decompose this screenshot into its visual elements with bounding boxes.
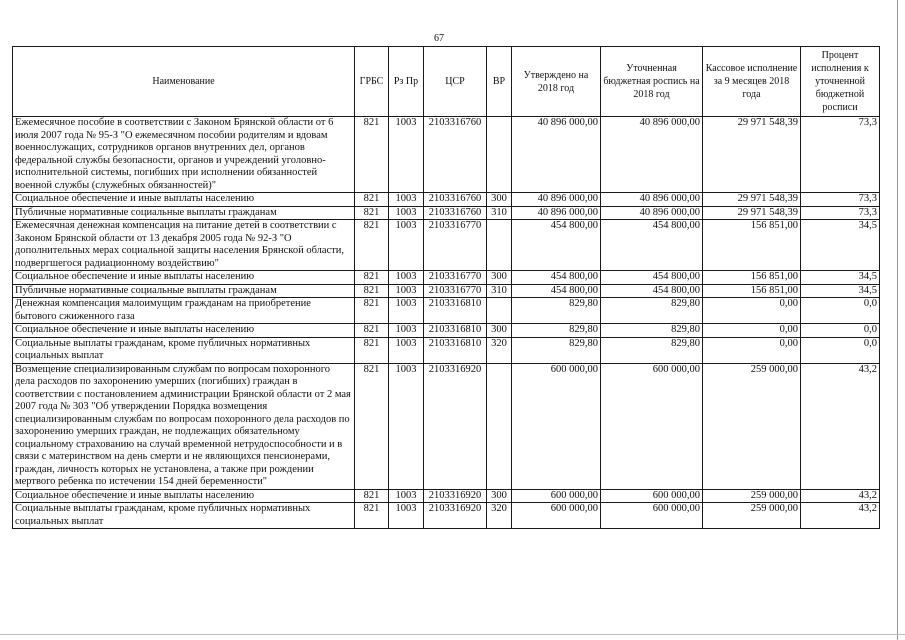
cell-rzpr: 1003: [389, 271, 424, 285]
table-row: [13, 117, 880, 193]
cell-name: Социальное обеспечение и иные выплаты населению: [13, 324, 355, 338]
cell-refined: 600 000,00: [601, 489, 703, 503]
cell-cash: 156 851,00: [703, 284, 801, 298]
cell-percent: 43,2: [801, 363, 880, 489]
table-row: [13, 489, 880, 503]
cell-refined: 40 896 000,00: [601, 206, 703, 220]
page-edge-bottom: [0, 634, 905, 635]
cell-csr: 2103316760: [424, 206, 487, 220]
cell-refined: 600 000,00: [601, 503, 703, 529]
cell-percent: 0,0: [801, 337, 880, 363]
table-row: [13, 206, 880, 220]
cell-vr: [487, 298, 512, 324]
cell-rzpr: 1003: [389, 220, 424, 271]
cell-grbs: 821: [355, 324, 389, 338]
cell-csr: 2103316770: [424, 220, 487, 271]
cell-vr: 300: [487, 324, 512, 338]
cell-grbs: 821: [355, 503, 389, 529]
page-edge-right: [897, 0, 898, 640]
table-header-row: [13, 47, 880, 117]
header-rzpr: Рз Пр: [389, 47, 424, 117]
cell-vr: 300: [487, 271, 512, 285]
cell-rzpr: 1003: [389, 206, 424, 220]
cell-name: Социальное обеспечение и иные выплаты населению: [13, 271, 355, 285]
header-approved: Утверждено на 2018 год: [512, 47, 601, 117]
header-refined: Уточненная бюджетная роспись на 2018 год: [601, 47, 703, 117]
cell-name: Публичные нормативные социальные выплаты гражданам: [13, 206, 355, 220]
cell-csr: 2103316770: [424, 284, 487, 298]
cell-grbs: 821: [355, 489, 389, 503]
cell-csr: 2103316760: [424, 193, 487, 207]
header-grbs: ГРБС: [355, 47, 389, 117]
header-name: Наименование: [13, 47, 355, 117]
cell-name: Ежемесячная денежная компенсация на питание детей в соответствии с Законом Брянской области от 13 декабря 2005 года № 92-З "О дополнительных мерах социальной защиты населения Брянской области, подвергшегося радиационному воздействию": [13, 220, 355, 271]
cell-csr: 2103316920: [424, 489, 487, 503]
header-vr: ВР: [487, 47, 512, 117]
cell-cash: 259 000,00: [703, 489, 801, 503]
cell-refined: 40 896 000,00: [601, 117, 703, 193]
table-row: [13, 363, 880, 489]
table-row: [13, 503, 880, 529]
cell-grbs: 821: [355, 117, 389, 193]
table-row: [13, 337, 880, 363]
cell-name: Денежная компенсация малоимущим гражданам на приобретение бытового сжиженного газа: [13, 298, 355, 324]
table-row: [13, 298, 880, 324]
cell-csr: 2103316920: [424, 503, 487, 529]
cell-cash: 29 971 548,39: [703, 193, 801, 207]
cell-grbs: 821: [355, 363, 389, 489]
cell-csr: 2103316770: [424, 271, 487, 285]
cell-vr: 320: [487, 337, 512, 363]
header-percent: Процент исполнения к уточненной бюджетной росписи: [801, 47, 880, 117]
cell-cash: 0,00: [703, 337, 801, 363]
cell-vr: [487, 117, 512, 193]
cell-grbs: 821: [355, 206, 389, 220]
cell-approved: 40 896 000,00: [512, 206, 601, 220]
cell-percent: 34,5: [801, 220, 880, 271]
cell-name: Публичные нормативные социальные выплаты гражданам: [13, 284, 355, 298]
cell-name: Возмещение специализированным службам по вопросам похоронного дела расходов по захоронению умерших (погибших) граждан в соответствии с постановлением администрации Брянской области от 2 мая 2007 года № 303 "Об утверждении Порядка возмещения специализированным службам по вопросам похоронного дела расходов по захоронению умерших граждан, не подлежащих обязательному социальному страхованию на случай временной нетрудоспособности и в связи с материнством на день смерти и не являющихся пенсионерами, граждан, личность которых не установлена, а также при рождении мертвого ребенка по истечении 154 дней беременности": [13, 363, 355, 489]
cell-rzpr: 1003: [389, 503, 424, 529]
cell-grbs: 821: [355, 284, 389, 298]
cell-rzpr: 1003: [389, 193, 424, 207]
cell-vr: 310: [487, 284, 512, 298]
cell-grbs: 821: [355, 337, 389, 363]
cell-name: Социальные выплаты гражданам, кроме публичных нормативных социальных выплат: [13, 337, 355, 363]
cell-refined: 454 800,00: [601, 271, 703, 285]
cell-approved: 829,80: [512, 337, 601, 363]
cell-percent: 73,3: [801, 193, 880, 207]
header-csr: ЦСР: [424, 47, 487, 117]
table-body: [13, 117, 880, 529]
cell-cash: 259 000,00: [703, 503, 801, 529]
cell-vr: [487, 220, 512, 271]
cell-percent: 73,3: [801, 206, 880, 220]
cell-vr: 300: [487, 193, 512, 207]
cell-approved: 600 000,00: [512, 489, 601, 503]
cell-grbs: 821: [355, 193, 389, 207]
cell-grbs: 821: [355, 298, 389, 324]
cell-name: Социальное обеспечение и иные выплаты населению: [13, 489, 355, 503]
cell-csr: 2103316810: [424, 298, 487, 324]
cell-approved: 829,80: [512, 324, 601, 338]
cell-approved: 829,80: [512, 298, 601, 324]
cell-vr: [487, 363, 512, 489]
cell-rzpr: 1003: [389, 489, 424, 503]
table-row: [13, 271, 880, 285]
header-cash: Кассовое исполнение за 9 месяцев 2018 года: [703, 47, 801, 117]
table-row: [13, 324, 880, 338]
cell-csr: 2103316920: [424, 363, 487, 489]
cell-name: Социальные выплаты гражданам, кроме публичных нормативных социальных выплат: [13, 503, 355, 529]
cell-refined: 454 800,00: [601, 284, 703, 298]
cell-rzpr: 1003: [389, 363, 424, 489]
cell-cash: 29 971 548,39: [703, 206, 801, 220]
cell-vr: 300: [487, 489, 512, 503]
cell-cash: 259 000,00: [703, 363, 801, 489]
cell-approved: 40 896 000,00: [512, 193, 601, 207]
cell-grbs: 821: [355, 271, 389, 285]
cell-csr: 2103316810: [424, 324, 487, 338]
cell-rzpr: 1003: [389, 284, 424, 298]
table-row: [13, 220, 880, 271]
cell-cash: 0,00: [703, 324, 801, 338]
cell-refined: 829,80: [601, 324, 703, 338]
cell-approved: 600 000,00: [512, 503, 601, 529]
cell-cash: 29 971 548,39: [703, 117, 801, 193]
cell-refined: 40 896 000,00: [601, 193, 703, 207]
cell-refined: 600 000,00: [601, 363, 703, 489]
cell-rzpr: 1003: [389, 298, 424, 324]
cell-percent: 43,2: [801, 489, 880, 503]
cell-vr: 320: [487, 503, 512, 529]
cell-cash: 156 851,00: [703, 271, 801, 285]
cell-approved: 600 000,00: [512, 363, 601, 489]
cell-refined: 829,80: [601, 298, 703, 324]
cell-refined: 829,80: [601, 337, 703, 363]
cell-approved: 454 800,00: [512, 284, 601, 298]
cell-grbs: 821: [355, 220, 389, 271]
page-number: 67: [434, 33, 444, 44]
cell-approved: 454 800,00: [512, 271, 601, 285]
cell-csr: 2103316760: [424, 117, 487, 193]
cell-cash: 0,00: [703, 298, 801, 324]
cell-rzpr: 1003: [389, 337, 424, 363]
cell-refined: 454 800,00: [601, 220, 703, 271]
cell-name: Ежемесячное пособие в соответствии с Законом Брянской области от 6 июля 2007 года № 95-З "О ежемесячном пособии родителям и вдовам военнослужащих, сотрудников органов внутренних дел, органов федеральной службы безопасности, органов и учреждений уголовно-исполнительной системы, погибших при исполнении обязанностей военной службы (служебных обязанностей)": [13, 117, 355, 193]
cell-approved: 454 800,00: [512, 220, 601, 271]
cell-percent: 34,5: [801, 284, 880, 298]
cell-cash: 156 851,00: [703, 220, 801, 271]
budget-table: [12, 46, 880, 529]
table-row: [13, 284, 880, 298]
cell-percent: 0,0: [801, 298, 880, 324]
cell-percent: 0,0: [801, 324, 880, 338]
cell-name: Социальное обеспечение и иные выплаты населению: [13, 193, 355, 207]
cell-vr: 310: [487, 206, 512, 220]
table-row: [13, 193, 880, 207]
cell-approved: 40 896 000,00: [512, 117, 601, 193]
cell-percent: 34,5: [801, 271, 880, 285]
cell-percent: 43,2: [801, 503, 880, 529]
cell-rzpr: 1003: [389, 324, 424, 338]
cell-percent: 73,3: [801, 117, 880, 193]
cell-rzpr: 1003: [389, 117, 424, 193]
cell-csr: 2103316810: [424, 337, 487, 363]
